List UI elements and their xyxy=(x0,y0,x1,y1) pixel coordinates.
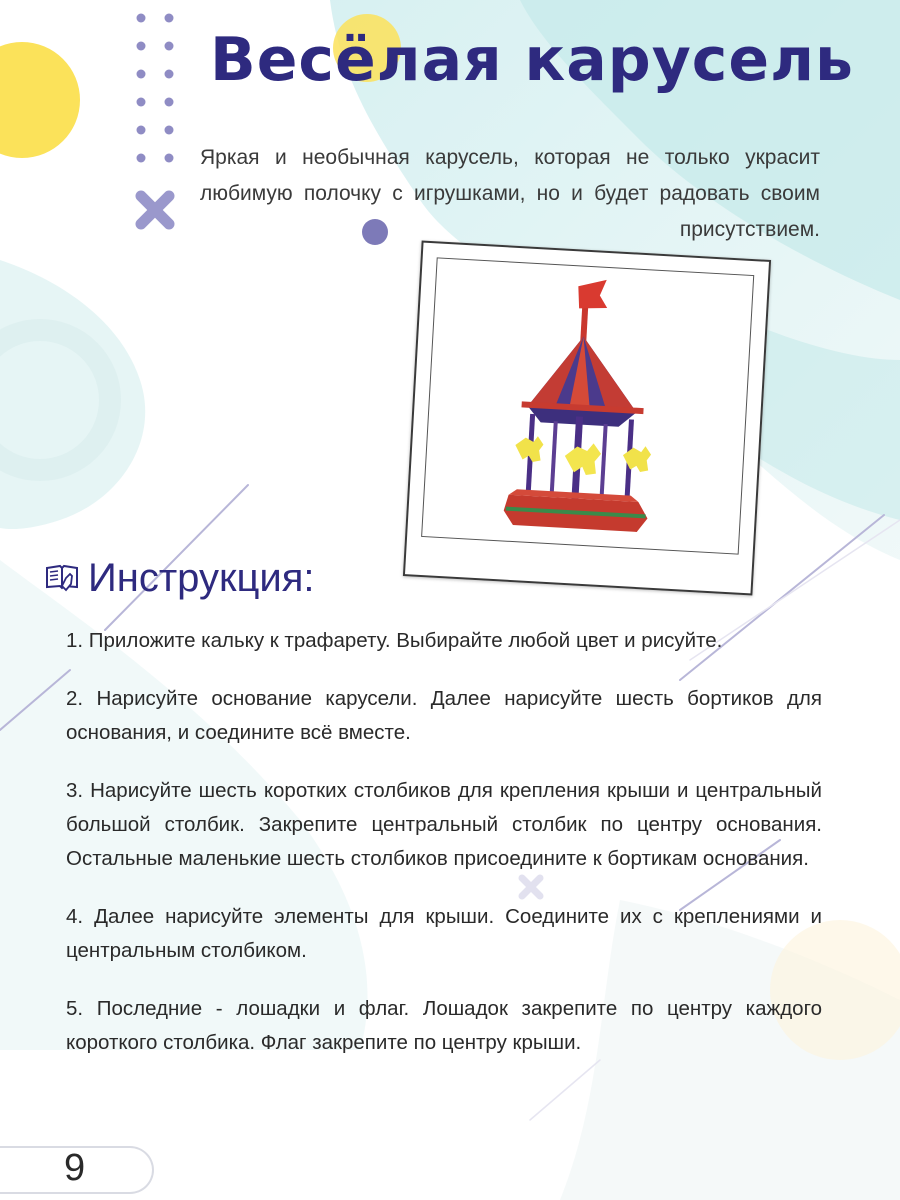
page-title: Весёлая карусель xyxy=(210,25,854,95)
book-hand-icon xyxy=(44,560,80,596)
carousel-image xyxy=(422,258,753,553)
intro-text: Яркая и необычная карусель, которая не только украсит любимую полочку с игрушками, но и будет радовать своим присутствием. xyxy=(200,146,820,241)
step-4: 4. Далее нарисуйте элементы для крыши. Соедините их с креплениями и центральным столбиком. xyxy=(66,905,822,962)
step-1: 1. Приложите кальку к трафарету. Выбирайте любой цвет и рисуйте. xyxy=(66,629,723,652)
step-2: 2. Нарисуйте основание карусели. Далее нарисуйте шесть бортиков для основания, и соедините всё вместе. xyxy=(66,687,822,744)
page-number: 9 xyxy=(64,1147,86,1189)
instruction-header xyxy=(44,558,314,598)
instruction-heading: Инструкция: xyxy=(88,556,315,600)
step-5: 5. Последние - лошадки и флаг. Лошадок закрепите по центру каждого короткого столбика. Флаг закрепите по центру крыши. xyxy=(66,997,822,1054)
carousel-photo xyxy=(403,240,771,595)
step-3: 3. Нарисуйте шесть коротких столбиков для крепления крыши и центральный большой столбик. Закрепите центральный столбик по центру основания. Остальные маленькие шесть столбиков присоедините к бортикам основания. xyxy=(66,779,822,870)
steps-list xyxy=(66,624,822,1084)
